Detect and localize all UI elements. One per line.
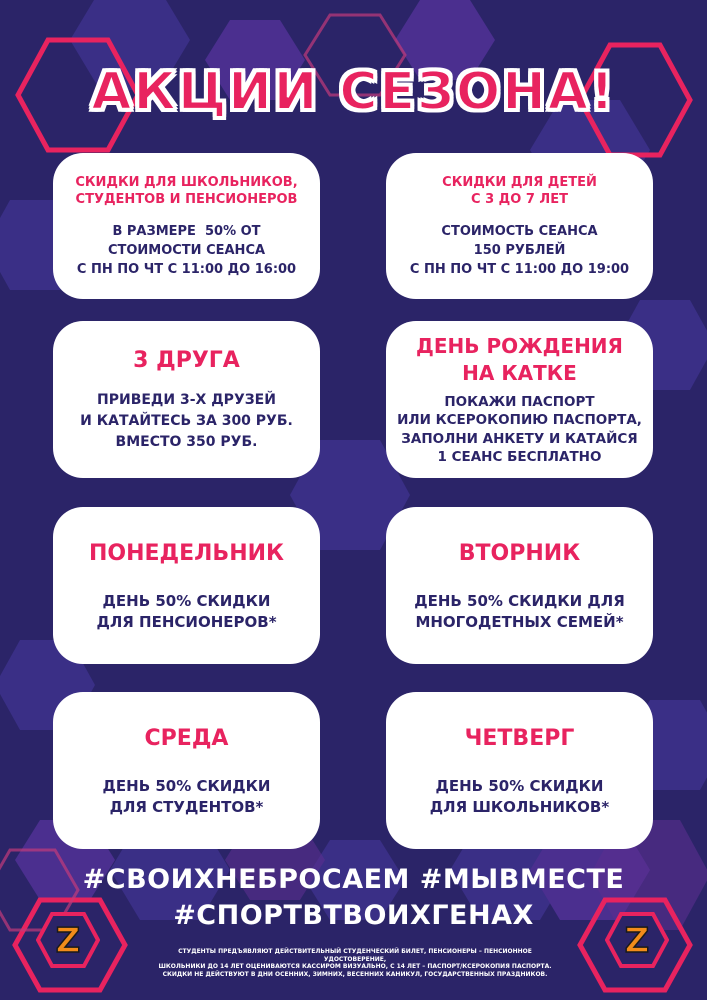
card-kids-discount [386, 153, 653, 299]
z-badge-letter: Z [624, 921, 650, 961]
card-line: ДЛЯ ПЕНСИОНЕРОВ* [96, 612, 277, 631]
z-badge-letter: Z [55, 921, 81, 961]
card-heading-line: С 3 ДО 7 ЛЕТ [471, 191, 568, 207]
card-heading-line: СКИДКИ ДЛЯ ДЕТЕЙ [442, 174, 597, 190]
card-wednesday [53, 692, 320, 849]
card-heading: 3 ДРУГА [133, 348, 240, 373]
hashtag-line-2: #СПОРТВТВОИХГЕНАХ [173, 900, 534, 931]
card-line: ПРИВЕДИ 3-Х ДРУЗЕЙ [97, 392, 276, 408]
card-body [103, 776, 271, 818]
card-line: ДЕНЬ 50% СКИДКИ [435, 776, 604, 795]
card-line: С ПН ПО ЧТ С 11:00 ДО 16:00 [76, 261, 297, 277]
card-line: С ПН ПО ЧТ С 11:00 ДО 19:00 [409, 261, 630, 277]
card-body [80, 390, 293, 453]
card-line: ВМЕСТО 350 РУБ. [115, 434, 258, 450]
card-tuesday [386, 507, 653, 664]
footnote [155, 948, 555, 978]
hashtag-line-1: #СВОИХНЕБРОСАЕМ #МЫВМЕСТЕ [82, 864, 625, 895]
card-line: СТОИМОСТЬ СЕАНСА [441, 223, 598, 239]
card-line: ЗАПОЛНИ АНКЕТУ И КАТАЙСЯ [401, 430, 638, 447]
card-body [414, 591, 625, 633]
footnote-line: СКИДКИ НЕ ДЕЙСТВУЮТ В ДНИ ОСЕННИХ, ЗИМНИХ, ВЕСЕННИХ КАНИКУЛ, ГОСУДАРСТВЕННЫХ ПРАЗДНИКОВ. [162, 970, 548, 978]
card-body [410, 222, 629, 279]
card-heading: СРЕДА [144, 725, 229, 751]
card-heading: ВТОРНИК [458, 540, 581, 566]
card-line: МНОГОДЕТНЫХ СЕМЕЙ* [415, 612, 624, 631]
card-line: 1 СЕАНС БЕСПЛАТНО [437, 449, 602, 465]
card-body [397, 393, 642, 467]
card-birthday [386, 321, 653, 478]
card-three-friends [53, 321, 320, 478]
card-heading [416, 333, 623, 387]
z-badge-right-icon [605, 912, 669, 968]
card-line: ДЛЯ ШКОЛЬНИКОВ* [429, 797, 610, 816]
footnote-line: СТУДЕНТЫ ПРЕДЪЯВЛЯЮТ ДЕЙСТВИТЕЛЬНЫЙ СТУДЕНЧЕСКИЙ БИЛЕТ, ПЕНСИОНЕРЫ – ПЕНСИОННОЕ УДОСТОВЕРЕНИЕ, [178, 948, 532, 963]
card-heading: ЧЕТВЕРГ [464, 725, 575, 751]
card-heading: ПОНЕДЕЛЬНИК [88, 540, 285, 566]
card-line: ИЛИ КСЕРОКОПИЮ ПАСПОРТА, [397, 412, 642, 428]
card-line: И КАТАЙТЕСЬ ЗА 300 РУБ. [80, 413, 293, 429]
card-thursday [386, 692, 653, 849]
card-line: ДЕНЬ 50% СКИДКИ [102, 776, 271, 795]
card-line: ДЛЯ СТУДЕНТОВ* [109, 797, 264, 816]
card-line: СТОИМОСТИ СЕАНСА [107, 242, 266, 258]
card-heading-line: ДЕНЬ РОЖДЕНИЯ [416, 333, 623, 358]
card-students-discount [53, 153, 320, 299]
card-body [77, 222, 296, 279]
card-heading-line: НА КАТКЕ [462, 360, 577, 385]
card-line: ДЕНЬ 50% СКИДКИ [102, 591, 271, 610]
card-body [430, 776, 609, 818]
page-title: АКЦИИ СЕЗОНА! [91, 62, 616, 122]
card-line: 150 РУБЛЕЙ [473, 242, 566, 258]
card-heading: СКИДКИ ДЛЯ ШКОЛЬНИКОВ, СТУДЕНТОВ И ПЕНСИОНЕРОВ [75, 174, 298, 207]
footnote-line: ШКОЛЬНИКИ ДО 14 ЛЕТ ОЦЕНИВАЮТСЯ КАССИРОМ ВИЗУАЛЬНО, С 14 ЛЕТ – ПАСПОРТ/КСЕРОКОПИЯ ПАСПОРТА. [158, 963, 552, 970]
card-heading [442, 174, 597, 208]
card-line: ДЕНЬ 50% СКИДКИ ДЛЯ [414, 591, 625, 610]
card-line: В РАЗМЕРЕ 50% ОТ [112, 223, 261, 239]
card-monday [53, 507, 320, 664]
card-body [96, 591, 276, 633]
z-badge-left-icon [36, 912, 100, 968]
card-line: ПОКАЖИ ПАСПОРТ [444, 393, 595, 410]
